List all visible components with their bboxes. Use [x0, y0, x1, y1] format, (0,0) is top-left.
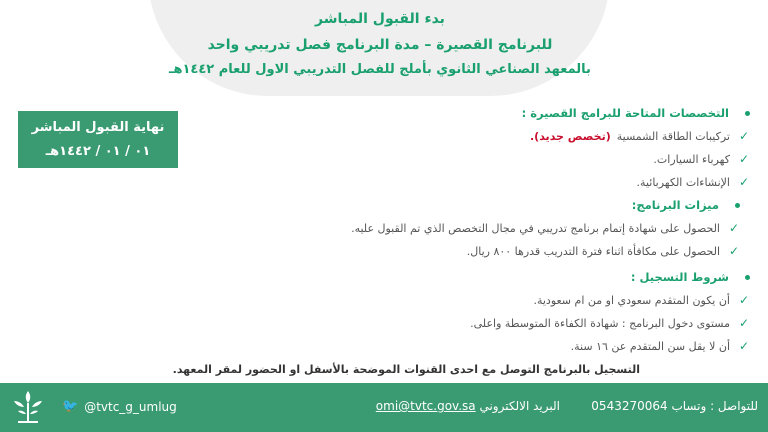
email-contact [370, 399, 560, 413]
list-item: ✓ تركيبات الطاقة الشمسية (تخصص جديد). [130, 125, 750, 148]
list-item: ✓ مستوى دخول البرنامج : شهادة الكفاءة المتوسطة واعلى. [130, 312, 750, 335]
list-item: ✓ أن لا يقل سن المتقدم عن ١٦ سنة. [130, 335, 750, 358]
email-link[interactable]: omi@tvtc.gov.sa [375, 399, 476, 413]
bullet-icon [745, 275, 750, 280]
footer [0, 383, 768, 432]
bullet-icon [735, 203, 740, 208]
check-icon: ✓ [738, 293, 750, 307]
twitter-handle[interactable] [62, 399, 177, 414]
features-title: ميزات البرنامج: [130, 194, 750, 217]
whatsapp-contact[interactable]: للتواصل : وتساب 0543270064 [591, 399, 758, 413]
list-item: ✓ الإنشاءات الكهربائية. [130, 171, 750, 194]
check-icon: ✓ [738, 316, 750, 330]
header [150, 8, 610, 82]
deadline-title: نهاية القبول المباشر [31, 120, 165, 135]
bullet-icon [745, 111, 750, 116]
twitter-icon: 🐦 [62, 399, 79, 414]
deadline-date: ٠١ / ٠١ / ١٤٤٢هـ [45, 144, 151, 159]
header-title: بدء القبول المباشر [315, 11, 445, 27]
header-subtitle: للبرنامج القصيرة – مدة البرنامج فصل تدريبي واحد [207, 37, 553, 53]
conditions-title: شروط التسجيل : [130, 266, 750, 289]
twitter-handle-text: @tvtc_g_umlug [84, 399, 177, 414]
content [130, 102, 750, 358]
specialties-title: التخصصات المتاحة للبرامج القصيرة : [130, 102, 750, 125]
check-icon: ✓ [728, 221, 740, 235]
check-icon: ✓ [738, 175, 750, 189]
list-item: ✓ أن يكون المتقدم سعودي او من ام سعودية. [130, 289, 750, 312]
header-institute: بالمعهد الصناعي الثانوي بأملج للفصل التدريبي الاول للعام ١٤٤٢هـ [169, 62, 591, 77]
list-item: ✓ الحصول على مكافأة اثناء فترة التدريب قدرها ٨٠٠ ريال. [130, 240, 750, 263]
new-specialty-badge: (تخصص جديد). [530, 130, 611, 143]
email-label: البريد الالكتروني [479, 399, 560, 413]
list-item: ✓ الحصول على شهادة إتمام برنامج تدريبي في مجال التخصص الذي تم القبول عليه. [130, 217, 750, 240]
list-item: ✓ كهرباء السيارات. [130, 148, 750, 171]
registration-note: التسجيل بالبرنامج التوصل مع احدى القنوات الموضحة بالأسفل او الحضور لمقر المعهد. [172, 363, 640, 376]
check-icon: ✓ [738, 152, 750, 166]
check-icon: ✓ [728, 244, 740, 258]
check-icon: ✓ [738, 129, 750, 143]
tvtc-logo [8, 387, 48, 427]
check-icon: ✓ [738, 339, 750, 353]
